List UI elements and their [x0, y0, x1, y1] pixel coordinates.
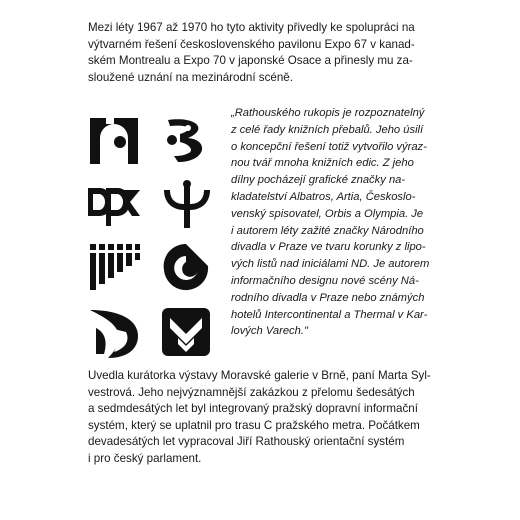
quote-line: „Rathouského rukopis je rozpoznatelný	[231, 107, 425, 119]
text-line: Mezi léty 1967 až 1970 ho tyto aktivity přivedly ke spolupráci na	[88, 21, 415, 34]
intro-paragraph	[88, 20, 460, 86]
quote-line: i autorem léty zažité značky Národního	[231, 224, 424, 237]
antler-figure-mark-icon	[158, 176, 214, 232]
quote-line: rodního divadla v Praze nebo známých	[231, 291, 425, 304]
logo-grid	[86, 112, 226, 362]
quote-line: divadla v Praze ve tvaru korunky z lipo-	[231, 241, 426, 254]
letters-ddr-mark-icon	[86, 176, 142, 232]
spiral-drop-mark-icon	[158, 240, 214, 296]
quote-block	[231, 105, 471, 340]
outro-paragraph	[88, 368, 460, 467]
pan-flute-mark-icon	[86, 240, 142, 296]
quote-line: nou tvář mnoha knižních edic. Z jeho	[231, 157, 414, 170]
quote-line: hotelů Intercontinental a Thermal v Kar-	[231, 308, 428, 321]
text-line: Uvedla kurátorka výstavy Moravské galerie v Brně, paní Marta Syl-	[88, 369, 431, 382]
bird-d-mark-icon	[86, 304, 142, 360]
text-line: sloužené uznání na mezinárodní scéně.	[88, 70, 293, 84]
quote-line: z celé řady knižních přebalů. Jeho úsilí	[231, 123, 424, 136]
text-line: i pro český parlament.	[88, 451, 202, 465]
chevron-shield-mark-icon	[158, 304, 214, 360]
text-line: devadesátých let vypracoval Jiří Rathouský orientační systém	[88, 435, 405, 448]
text-line: systém, který se uplatnil pro trasu C pražského metra. Počátkem	[88, 418, 420, 432]
quote-line: kladatelství Albatros, Artia, Českoslo-	[231, 190, 416, 203]
quote-line: vých listů nad iniciálami ND. Je autorem	[231, 258, 430, 271]
text-line: a sedmdesátých let byl integrovaný pražský dopravní informační	[88, 402, 418, 415]
text-line: ském Montrealu a Expo 70 v japonské Osace a přinesly mu za-	[88, 54, 413, 67]
quote-line: o koncepční řešení totiž vytvořilo výraz-	[231, 140, 427, 153]
text-line: výtvarném řešení československého pavilonu Expo 67 v kanad-	[88, 37, 415, 51]
square-arch-mark-icon	[86, 112, 142, 168]
musical-wave-mark-icon	[158, 112, 214, 168]
quote-line: dílny pocházejí grafické značky na-	[231, 174, 406, 187]
text-line: vestrová. Jeho nejvýznamnější zakázkou z přelomu šedesátých	[88, 385, 415, 399]
quote-line: informačního designu nové scény Ná-	[231, 274, 419, 287]
quote-line: lových Varech."	[231, 325, 308, 338]
quote-line: venský spisovatel, Orbis a Olympia. Je	[231, 207, 424, 220]
